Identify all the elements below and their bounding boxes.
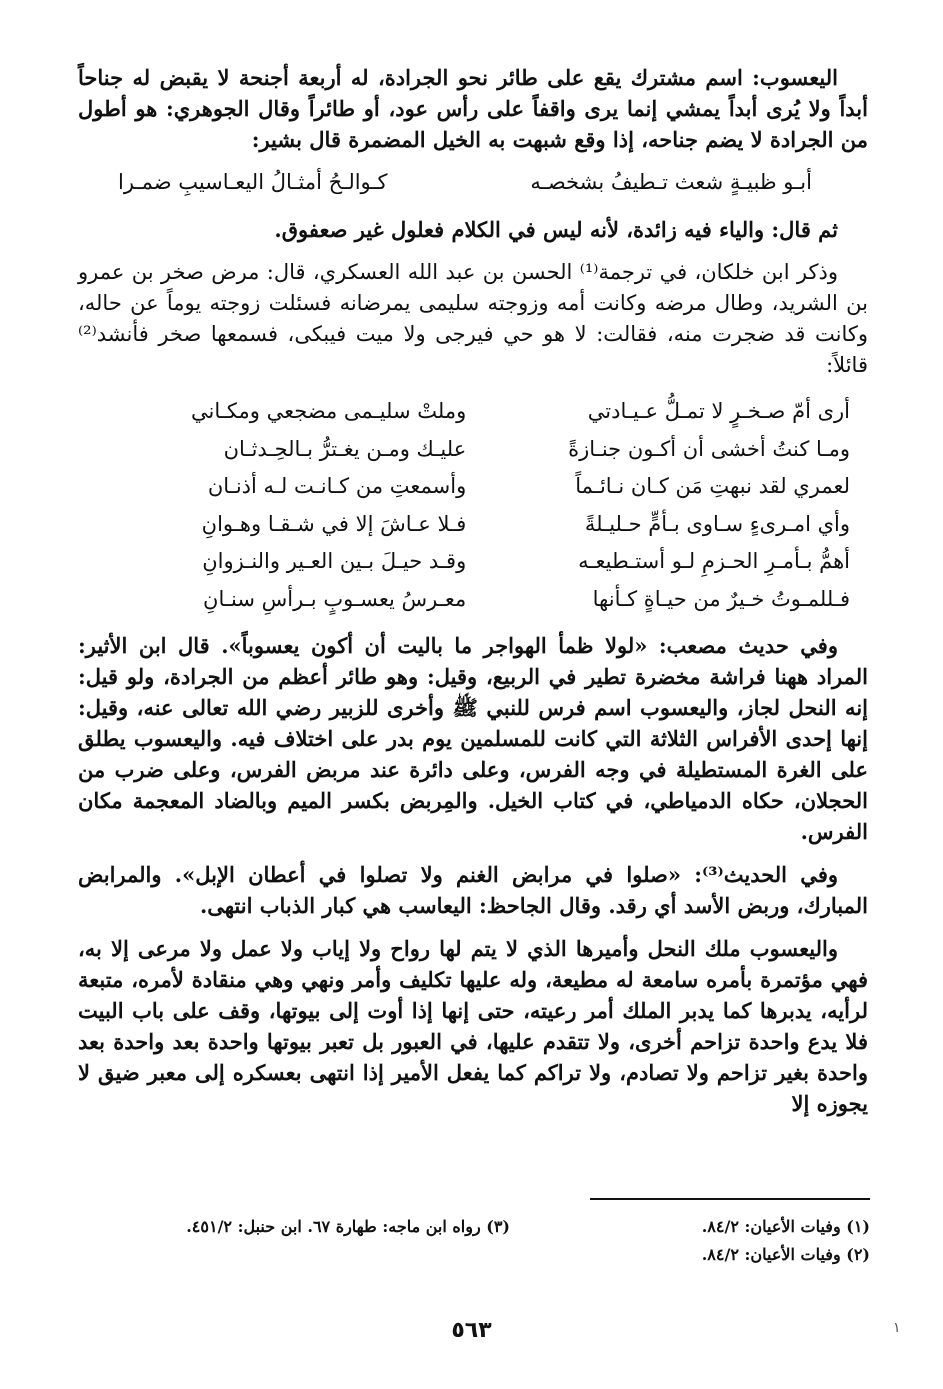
poem-verse — [112, 506, 850, 544]
sakhr-poem — [78, 393, 868, 618]
verse-bishr-first-hemistich: أبـو ظبيـةٍ شعث تـطيفُ بشخصـه — [530, 170, 812, 194]
verse-first-hemistich: أهمُّ بـأمـرِ الحـزمِ لـو أستـطيعـه — [578, 549, 850, 573]
paragraph-bee-king: واليعسوب ملك النحل وأميرها الذي لا يتم لها رواح ولا إياب ولا عمل ولا مرعى إلا به، فهي مؤتمرة بأمره سامعة له مطيعة، وله عليها تكليف وأمر ونهي وهي منقادة لأمره، متبعة لرأيه، يدبرها كما يدبر الملك أمر رعيته، حتى إنها إذا أوت إلى بيوتها، وقف على باب البيت فلا يدع واحدة تزاحم أخرى، ولا تتقدم عليها، في العبور بل تعبر بيوتها واحدة بعد واحدة بعد واحدة بغير تزاحم ولا تصادم، ولا تراكم كما يفعل الأمير إذا انتهى بعسكره إلى معبر ضيق لا يجوزه إلا — [78, 936, 868, 1116]
footnote-list — [90, 1212, 870, 1268]
footnote-2: (٢) وفيات الأعيان: ٨٤/٢. — [701, 1244, 870, 1264]
paragraph-musab-hadith: وفي حديث مصعب: «لولا ظمأ الهواجر ما باليت أن أكون يعسوباً». قال ابن الأثير: المراد ههنا فراشة مخضرة تطير في الربيع، وقيل: وهو طائر أعظم من الجرادة، ولو قيل: إنه النحل لجاز، واليعسوب اسم فرس للنبي ﷺ وأخرى للزبير رضي الله تعالى عنه، وقيل: إنها إحدى الأفراس الثلاثة التي كانت للمسلمين يوم بدر على اختلاف فيه. واليعسوب يطلق على الغرة المستطيلة في وجه الفرس، وعلى دائرة عند مربض الفرس، وعلى ضرب من الحجلان، حكاه الدمياطي، في كتاب الخيل. والمِربض بكسر الميم وبالضاد المعجمة مكان الفرس. — [78, 633, 868, 844]
poem-verse — [112, 543, 850, 581]
verse-first-hemistich: أرى أمّ صـخـرٍ لا تمـلُّ عـيـادتي — [587, 399, 850, 423]
footnote-1: (١) وفيات الأعيان: ٨٤/٢. — [701, 1216, 870, 1236]
corner-mark: ١ — [893, 1320, 901, 1336]
verse-bishr-second-hemistich: كـوالـحُ أمثـالُ اليعـاسيبِ ضمـرا — [118, 170, 388, 194]
verse-second-hemistich: وملتْ سليـمى مضجعي ومكـاني — [191, 399, 467, 423]
verse-second-hemistich: وقـد حيـلَ بـين العـير والنـزوانِ — [202, 549, 467, 573]
verse-first-hemistich: وأي امـرىءٍ سـاوى بـأمٍّ حـليـلةً — [584, 511, 850, 536]
verse-bishr — [78, 167, 868, 198]
verse-first-hemistich: لعمري لقد نبهتِ مَن كـان نـائـماً — [575, 474, 850, 498]
verse-first-hemistich: فـللمـوتُ خـيرٌ من حيـاةٍ كـأنها — [592, 586, 850, 611]
paragraph-ibn-khallikan: وذكر ابن خلكان، في ترجمة⁽¹⁾ الحسن بن عبد الله العسكري، قال: مرض صخر بن عمرو بن الشريد، وطال مرضه وكانت أمه وزوجته سليمى يمرضانه فسئلت زوجته يوماً عن حاله، وكانت قد ضجرت منه، فقالت: لا هو حي فيرجى ولا ميت فيبكى، فسمعها صخر فأنشد⁽²⁾ قائلاً: — [78, 260, 868, 377]
poem-verse — [112, 581, 850, 619]
verse-first-hemistich: ومـا كنتُ أخشى أن أكـون جنـازةً — [568, 436, 850, 461]
footnotes — [90, 1198, 870, 1268]
paragraph-yasub-definition: اليعسوب: اسم مشترك يقع على طائر نحو الجرادة، له أربعة أجنحة لا يقبض له جناحاً أبداً ولا يُرى أبداً يمشي إنما يرى واقفاً على رأس عود، أو طائراً وقال الجوهري: هو أطول من الجرادة لا يضم جناحه، إذا وقع شبهت به الخيل المضمرة قال بشير: — [78, 65, 868, 152]
poem-verse — [112, 468, 850, 506]
paragraph-ya-note: ثم قال: والياء فيه زائدة، لأنه ليس في الكلام فعلول غير صعفوق. — [274, 217, 838, 242]
verse-second-hemistich: معـرسُ يعسـوبٍ بـرأسِ سنـانِ — [203, 586, 467, 611]
verse-second-hemistich: عليـك ومـن يغـترُّ بـالحِـدثـان — [223, 436, 467, 461]
page-body — [78, 62, 868, 1131]
poem-verse — [112, 393, 850, 431]
footnote-divider — [590, 1198, 870, 1200]
poem-verse — [112, 431, 850, 469]
paragraph-prayer-hadith: وفي الحديث⁽³⁾: «صلوا في مرابض الغنم ولا تصلوا في أعطان الإبل». والمرابض المبارك، وربض الأسد أي رقد. وقال الجاحظ: اليعاسب هي كبار الذباب انتهى. — [78, 862, 868, 918]
verse-second-hemistich: فـلا عـاشَ إلا في شـقـا وهـوانِ — [201, 511, 467, 536]
verse-second-hemistich: وأسمعتِ من كـانـت لـه أذنـان — [207, 474, 467, 498]
page-number: ٥٦٣ — [451, 1318, 492, 1343]
footnote-3: (٣) رواه ابن ماجه: طهارة ٦٧. ابن حنبل: ٤٥١/٢. — [186, 1216, 510, 1236]
